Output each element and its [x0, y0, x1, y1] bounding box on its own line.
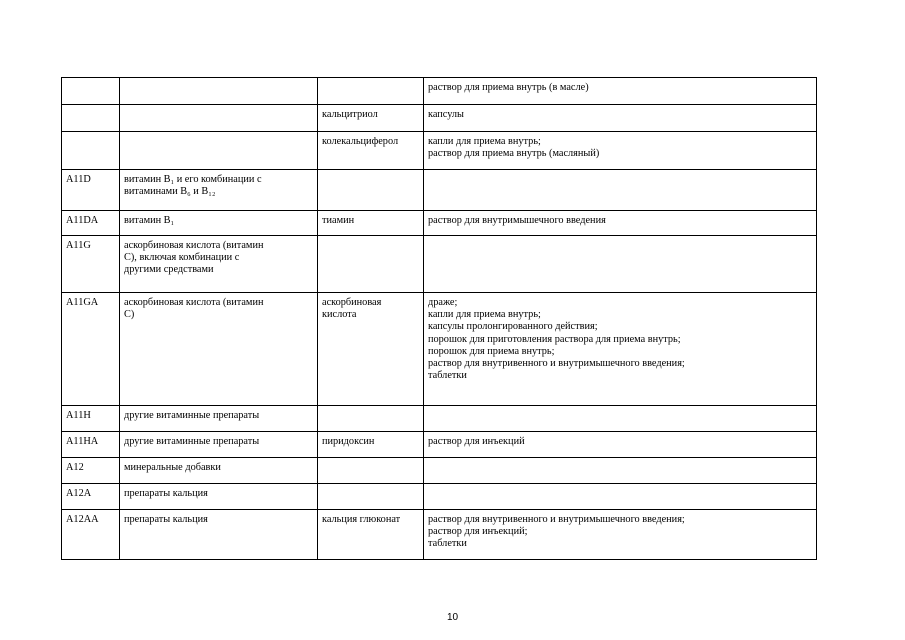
dosage-forms-cell	[424, 458, 817, 484]
dosage-forms-cell: раствор для приема внутрь (в масле)	[424, 78, 817, 105]
dosage-forms-cell	[424, 170, 817, 211]
anatomical-therapeutic-group-cell: препараты кальция	[120, 510, 318, 560]
dosage-forms-cell: раствор для инъекций	[424, 432, 817, 458]
atc-code-cell: A12	[62, 458, 120, 484]
atc-code-cell	[62, 78, 120, 105]
atc-code-cell: A11GA	[62, 293, 120, 406]
dosage-forms-cell: капсулы	[424, 105, 817, 132]
atc-code-cell	[62, 132, 120, 170]
dosage-forms-cell	[424, 484, 817, 510]
dosage-forms-cell	[424, 406, 817, 432]
drug-name-cell: кальция глюконат	[318, 510, 424, 560]
drug-name-cell: тиамин	[318, 211, 424, 236]
dosage-forms-cell: раствор для внутримышечного введения	[424, 211, 817, 236]
page-number: 10	[446, 612, 459, 623]
atc-code-cell: A11HA	[62, 432, 120, 458]
anatomical-therapeutic-group-cell	[120, 78, 318, 105]
table-row	[62, 170, 817, 211]
anatomical-therapeutic-group-cell: аскорбиновая кислота (витамин С), включая комбинации с другими средствами	[120, 236, 318, 293]
atc-code-cell: A12AA	[62, 510, 120, 560]
anatomical-therapeutic-group-cell	[120, 132, 318, 170]
atc-code-cell: A11G	[62, 236, 120, 293]
dosage-forms-cell	[424, 236, 817, 293]
table-row	[62, 406, 817, 432]
anatomical-therapeutic-group-cell: минеральные добавки	[120, 458, 318, 484]
atc-code-cell	[62, 105, 120, 132]
table-row	[62, 458, 817, 484]
drug-name-cell	[318, 484, 424, 510]
table-row	[62, 510, 817, 560]
drug-name-cell: аскорбиновая кислота	[318, 293, 424, 406]
anatomical-therapeutic-group-cell: витамин B₁ и его комбинации с витаминами B₆ и B₁₂	[120, 170, 318, 211]
drug-name-cell	[318, 406, 424, 432]
table-row	[62, 236, 817, 293]
dosage-forms-cell: капли для приема внутрь; раствор для приема внутрь (масляный)	[424, 132, 817, 170]
drug-name-cell: колекальциферол	[318, 132, 424, 170]
anatomical-therapeutic-group-cell: другие витаминные препараты	[120, 432, 318, 458]
anatomical-therapeutic-group-cell: другие витаминные препараты	[120, 406, 318, 432]
table-row	[62, 432, 817, 458]
atc-code-cell: A12A	[62, 484, 120, 510]
table-row	[62, 211, 817, 236]
atc-code-cell: A11H	[62, 406, 120, 432]
anatomical-therapeutic-group-cell: препараты кальция	[120, 484, 318, 510]
drug-table-body	[62, 78, 817, 560]
dosage-forms-cell: драже; капли для приема внутрь; капсулы пролонгированного действия; порошок для приготовления раствора для приема внутрь; порошок для приема внутрь; раствор для внутривенного и внутримышечного введения; таблетки	[424, 293, 817, 406]
table-row	[62, 105, 817, 132]
drug-name-cell	[318, 170, 424, 211]
anatomical-therapeutic-group-cell: витамин B₁	[120, 211, 318, 236]
atc-code-cell: A11D	[62, 170, 120, 211]
drug-name-cell: кальцитриол	[318, 105, 424, 132]
anatomical-therapeutic-group-cell	[120, 105, 318, 132]
anatomical-therapeutic-group-cell: аскорбиновая кислота (витамин С)	[120, 293, 318, 406]
atc-code-cell: A11DA	[62, 211, 120, 236]
table-row	[62, 78, 817, 105]
dosage-forms-cell: раствор для внутривенного и внутримышечного введения; раствор для инъекций; таблетки	[424, 510, 817, 560]
table-row	[62, 132, 817, 170]
drug-name-cell	[318, 78, 424, 105]
drug-name-cell	[318, 236, 424, 293]
table-row	[62, 484, 817, 510]
table-row	[62, 293, 817, 406]
drug-name-cell: пиридоксин	[318, 432, 424, 458]
drug-name-cell	[318, 458, 424, 484]
drug-table	[61, 77, 817, 560]
